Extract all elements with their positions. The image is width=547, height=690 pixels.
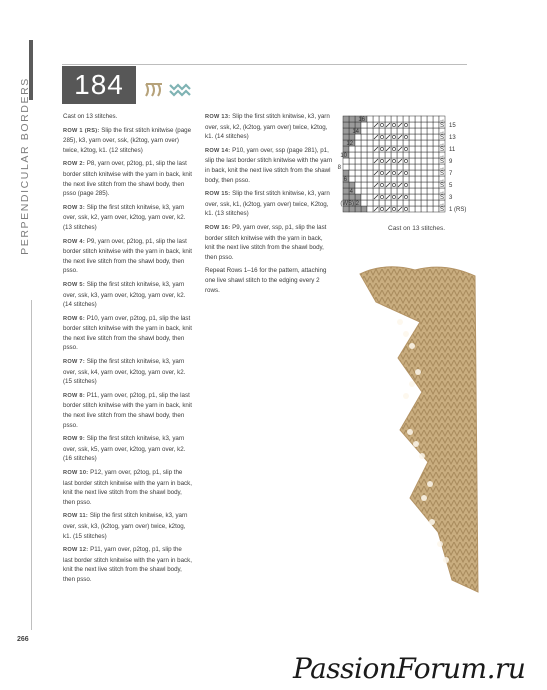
chart-cell: [373, 116, 379, 122]
chart-cell: [427, 128, 433, 134]
row-text: P8, yarn over, p2tog, p1, slip the last border stitch knitwise with the yarn in back, knit the next live stitch from the shawl body, then psso (page 285).: [63, 160, 192, 198]
chart-cell: [379, 206, 385, 212]
row-number-left: 14: [352, 129, 359, 135]
chart-cell: [415, 188, 421, 194]
chart-cell: [385, 200, 391, 206]
chart-cell: [403, 152, 409, 158]
chart-cell: [385, 116, 391, 122]
chart-cell: [385, 188, 391, 194]
edge-symbol: →: [439, 141, 445, 147]
chart-cell: [409, 128, 415, 134]
instruction-paragraph: [63, 203, 193, 233]
row-number-left: (WS) 2: [340, 201, 359, 207]
chart-cell: [367, 122, 373, 128]
chart-cell: [361, 152, 367, 158]
chart-cell: [415, 152, 421, 158]
chart-cell: [367, 164, 373, 170]
row-label: ROW 1 (RS):: [63, 127, 100, 134]
chart-cell: [361, 176, 367, 182]
no-stitch-cell: [343, 170, 349, 176]
chart-cell: [415, 116, 421, 122]
knitted-sample-photo: [340, 262, 480, 602]
chart-cell: [355, 158, 361, 164]
chart-cell: [367, 128, 373, 134]
chart-cell: [391, 164, 397, 170]
chart-cell: [361, 140, 367, 146]
row-number-right: 7: [449, 171, 453, 177]
sidebar: [15, 40, 35, 635]
chart-cell: [391, 146, 397, 152]
row-number-left: 16: [358, 117, 365, 123]
chart-cell: [361, 188, 367, 194]
row-number-left: 12: [346, 141, 353, 147]
chart-caption: Cast on 13 stitches.: [388, 225, 446, 232]
chart-cell: [427, 140, 433, 146]
chart-cell: [415, 140, 421, 146]
chart-cell: [367, 158, 373, 164]
chart-cell: [367, 116, 373, 122]
row-label: ROW 5:: [63, 281, 85, 288]
chart-cell: [367, 134, 373, 140]
edge-symbol: →: [439, 177, 445, 183]
chart-cell: [385, 164, 391, 170]
no-stitch-cell: [343, 194, 349, 200]
no-stitch-cell: [361, 206, 367, 212]
chart-cell: [391, 200, 397, 206]
chart-cell: [391, 152, 397, 158]
chart-cell: [367, 206, 373, 212]
chart-cell: [355, 152, 361, 158]
chart-cell: [403, 164, 409, 170]
chart-cell: [355, 176, 361, 182]
chart-cell: [397, 176, 403, 182]
row-text: Slip the first stitch knitwise, k3, yarn over, ssk, k5, yarn over, k2tog, yarn over, k2. (16 stitches): [63, 435, 186, 463]
chart-cell: [415, 134, 421, 140]
chart-cell: [373, 176, 379, 182]
chart-cell: [409, 206, 415, 212]
chart-cell: [427, 170, 433, 176]
chart-cell: [403, 122, 409, 128]
no-stitch-cell: [349, 182, 355, 188]
row-text: P10, yarn over, ssp (page 281), p1, slip the last border stitch knitwise with the yarn in back, knit the next live stitch from the shawl body, then psso.: [205, 146, 333, 184]
edge-symbol: →: [439, 201, 445, 207]
chart-cell: [427, 164, 433, 170]
watermark: PassionForum.ru: [293, 652, 526, 685]
chart-cell: [421, 188, 427, 194]
row-label: ROW 2:: [63, 161, 85, 168]
chart-cell: [403, 134, 409, 140]
chart-cell: [367, 182, 373, 188]
instruction-paragraph: [205, 146, 333, 185]
instruction-paragraph: [63, 237, 193, 276]
chart-cell: [355, 188, 361, 194]
no-stitch-cell: [349, 122, 355, 128]
chart-cell: [421, 152, 427, 158]
instruction-paragraph: [63, 391, 193, 430]
row-label: ROW 13:: [205, 114, 231, 120]
no-stitch-cell: [343, 128, 349, 134]
chart-cell: [373, 200, 379, 206]
chart-cell: [379, 164, 385, 170]
row-label: ROW 14:: [205, 147, 231, 154]
chart-cell: [409, 116, 415, 122]
row-number-left: 6: [343, 177, 347, 183]
instruction-paragraph: [63, 280, 193, 310]
chart-cell: [379, 128, 385, 134]
edge-symbol: S: [439, 135, 445, 141]
chart-cell: [409, 176, 415, 182]
chart-cell: [349, 152, 355, 158]
row-text: Slip the first stitch knitwise, k3, yarn over, ssk, k1, (k2tog, yarn over) twice, K2tog, k1. (13 stitches): [205, 190, 330, 218]
chart-cell: [409, 182, 415, 188]
chart-cell: [427, 116, 433, 122]
chart-cell: [421, 182, 427, 188]
edge-symbol: S: [439, 171, 445, 177]
chart-cell: [355, 146, 361, 152]
chart-cell: [409, 164, 415, 170]
chart-cell: [415, 128, 421, 134]
chart-cell: [349, 158, 355, 164]
chart-cell: [409, 158, 415, 164]
chart-cell: [415, 182, 421, 188]
pattern-number: 184: [62, 66, 136, 104]
edge-symbol: →: [439, 117, 445, 123]
chart-cell: [379, 170, 385, 176]
instructions-right-column: [205, 112, 333, 299]
header-rule: [62, 64, 467, 65]
instruction-paragraph: [205, 112, 333, 142]
chart-cell: [427, 122, 433, 128]
chart-cell: [391, 194, 397, 200]
row-label: ROW 12:: [63, 547, 89, 554]
chart-cell: [421, 122, 427, 128]
edge-symbol: S: [439, 195, 445, 201]
edge-symbol: →: [439, 165, 445, 171]
chart-cell: [385, 176, 391, 182]
chart-cell: [391, 206, 397, 212]
chart-cell: [403, 146, 409, 152]
zigzag-ribbon-icon: [170, 85, 190, 95]
chart-cell: [361, 146, 367, 152]
chart-cell: [397, 164, 403, 170]
row-number-left: 8: [337, 165, 341, 171]
row-number-left: 10: [340, 153, 347, 159]
instruction-paragraph: [205, 189, 333, 219]
chart-cell: [391, 128, 397, 134]
instruction-paragraph: [205, 266, 333, 295]
chart-cell: [403, 194, 409, 200]
chart-cell: [427, 152, 433, 158]
chart-cell: [379, 122, 385, 128]
chart-cell: [415, 122, 421, 128]
chart-cell: [367, 200, 373, 206]
chart-cell: [403, 128, 409, 134]
instructions-left-column: [63, 112, 193, 589]
chart-cell: [379, 182, 385, 188]
chart-cell: [397, 128, 403, 134]
chart-cell: [397, 152, 403, 158]
instruction-paragraph: [63, 545, 193, 584]
sidebar-rule: [31, 300, 32, 630]
chart-cell: [379, 134, 385, 140]
chart-cell: [379, 194, 385, 200]
chart-cell: [421, 200, 427, 206]
row-text: Cast on 13 stitches.: [63, 113, 118, 120]
chart-cell: [367, 152, 373, 158]
chart-cell: [379, 188, 385, 194]
chart-cell: [409, 134, 415, 140]
chart-cell: [427, 200, 433, 206]
chart-cell: [403, 206, 409, 212]
chart-cell: [409, 122, 415, 128]
chart-cell: [367, 194, 373, 200]
chart-cell: [427, 182, 433, 188]
chart-cell: [391, 158, 397, 164]
chart-cell: [379, 176, 385, 182]
chart-cell: [409, 170, 415, 176]
row-label: ROW 7:: [63, 359, 85, 366]
chart-cell: [391, 116, 397, 122]
chart-cell: [427, 176, 433, 182]
edge-symbol: S: [439, 207, 445, 213]
row-label: ROW 8:: [63, 392, 85, 399]
no-stitch-cell: [343, 134, 349, 140]
row-text: Repeat Rows 1–16 for the pattern, attaching one live shawl stitch to the edging every 2 rows.: [205, 267, 327, 294]
chart-cell: [421, 206, 427, 212]
section-title: PERPENDICULAR BORDERS: [19, 77, 31, 255]
type-icons: [144, 80, 194, 105]
no-stitch-cell: [343, 188, 349, 194]
row-number-right: 9: [449, 159, 453, 165]
row-text: P9, yarn over, ssp, p1, slip the last border stitch knitwise with the yarn in back, knit the next live stitch from the shawl body, then psso.: [205, 223, 327, 261]
instruction-paragraph: [63, 511, 193, 541]
chart-cell: [385, 152, 391, 158]
page-number: 266: [17, 636, 29, 643]
chart-cell: [367, 140, 373, 146]
chart-cell: [409, 146, 415, 152]
chart-cell: [409, 152, 415, 158]
chart-cell: [409, 194, 415, 200]
row-label: ROW 16:: [205, 224, 231, 231]
chart-cell: [373, 164, 379, 170]
chart-cell: [385, 140, 391, 146]
instruction-paragraph: [205, 223, 333, 262]
chart-cell: [403, 140, 409, 146]
edge-symbol: S: [439, 183, 445, 189]
chart-cell: [373, 152, 379, 158]
no-stitch-cell: [355, 194, 361, 200]
chart-cell: [421, 170, 427, 176]
instruction-paragraph: [63, 314, 193, 353]
chart-cell: [421, 194, 427, 200]
row-label: ROW 9:: [63, 436, 85, 443]
chart-cell: [367, 146, 373, 152]
row-label: ROW 6:: [63, 315, 85, 322]
chart-cell: [409, 188, 415, 194]
chart-cell: [355, 170, 361, 176]
chart-cell: [355, 182, 361, 188]
instruction-paragraph: [63, 357, 193, 387]
row-text: P9, yarn over, p2tog, p1, slip the last border stitch knitwise with the yarn in back, knit the next live stitch from the shawl body, then psso.: [63, 237, 192, 275]
chart-cell: [427, 188, 433, 194]
chart-cell: [427, 134, 433, 140]
chart-cell: [355, 164, 361, 170]
chart-cell: [343, 164, 349, 170]
row-label: ROW 15:: [205, 191, 231, 198]
instruction-paragraph: [63, 434, 193, 464]
chart-cell: [361, 128, 367, 134]
chart-cell: [403, 200, 409, 206]
chart-cell: [379, 152, 385, 158]
edge-symbol: S: [439, 123, 445, 129]
chart-cell: [421, 134, 427, 140]
chart-cell: [403, 188, 409, 194]
no-stitch-cell: [343, 122, 349, 128]
chart-cell: [427, 158, 433, 164]
chart-cell: [397, 200, 403, 206]
chart-cell: [403, 158, 409, 164]
chart-cell: [361, 134, 367, 140]
chart-cell: [361, 200, 367, 206]
chart-cell: [403, 176, 409, 182]
row-text: P11, yarn over, p2tog, p1, slip the last border stitch knitwise with the yarn in back, knit the next live stitch from the shawl body, then psso.: [63, 391, 192, 429]
chart-cell: [403, 182, 409, 188]
chart-cell: [415, 170, 421, 176]
chart-cell: [367, 176, 373, 182]
row-text: Slip the first stitch knitwise, k3, yarn over, ssk, k2, yarn over, k2tog, yarn over, k2. (13 stitches): [63, 203, 186, 231]
chart-cell: [421, 116, 427, 122]
chart-cell: [421, 146, 427, 152]
row-number-right: 15: [449, 123, 456, 129]
chart-cell: [421, 164, 427, 170]
chart-cell: [427, 206, 433, 212]
instruction-paragraph: [63, 126, 193, 156]
instruction-paragraph: [63, 112, 193, 122]
instruction-paragraph: [63, 468, 193, 507]
row-label: ROW 10:: [63, 470, 89, 476]
row-text: P11, yarn over, p2tog, p1, slip the last border stitch knitwise with the yarn in back, knit the next live stitch from the shawl body, then psso.: [63, 546, 192, 583]
chart-cell: [349, 164, 355, 170]
chart-cell: [391, 140, 397, 146]
chart-cell: [409, 200, 415, 206]
chart-cell: [361, 182, 367, 188]
chart-cell: [373, 188, 379, 194]
chart-cell: [421, 140, 427, 146]
no-stitch-cell: [349, 116, 355, 122]
edge-symbol: S: [439, 147, 445, 153]
chart-cell: [361, 164, 367, 170]
row-text: Slip the first stitch knitwise, k3, yarn over, ssk, k3, yarn over, k2tog, yarn over, k2. (14 stitches): [63, 280, 186, 309]
chart-cell: [415, 200, 421, 206]
row-number-right: 11: [449, 147, 456, 153]
chart-cell: [403, 116, 409, 122]
row-number-right: 1 (RS): [449, 207, 467, 213]
row-text: Slip the first stitch knitwise, k3, yarn over, ssk, k2, (k2tog, yarn over) twice, k2tog, k1. (14 stitches): [205, 113, 330, 141]
chart-cell: [379, 146, 385, 152]
chart-cell: [397, 140, 403, 146]
chart-cell: [391, 134, 397, 140]
chart-cell: [415, 206, 421, 212]
chart-cell: [415, 176, 421, 182]
chart-cell: [415, 164, 421, 170]
chart-cell: [379, 140, 385, 146]
chart-cell: [361, 170, 367, 176]
row-text: P12, yarn over, p2tog, p1, slip the last border stitch knitwise with the yarn in back, knit the next live stitch from the shawl body, then psso.: [63, 469, 192, 506]
chart-cell: [373, 140, 379, 146]
chart-cell: [427, 146, 433, 152]
chart-cell: [391, 182, 397, 188]
chart-cell: [367, 170, 373, 176]
chart-cell: [385, 128, 391, 134]
edge-symbol: →: [439, 153, 445, 159]
chart-cell: [421, 128, 427, 134]
no-stitch-cell: [343, 116, 349, 122]
row-number-right: 3: [449, 195, 453, 201]
row-text: Slip the first stitch knitwise, k3, yarn over, ssk, k3, (k2tog, yarn over) twice, k2tog, k1. (15 stitches): [63, 512, 188, 540]
edge-symbol: →: [439, 189, 445, 195]
chart-cell: [391, 188, 397, 194]
chart-cell: [379, 158, 385, 164]
lace-ribbon-icon: [146, 84, 162, 96]
row-number-right: 13: [449, 135, 456, 141]
chart-cell: [415, 146, 421, 152]
row-text: Slip the first stitch knitwise, k3, yarn over, ssk, k4, yarn over, k2tog, yarn over, k2. (15 stitches): [63, 358, 186, 386]
chart-cell: [427, 194, 433, 200]
chart-cell: [409, 140, 415, 146]
chart-cell: [373, 128, 379, 134]
chart-cell: [379, 116, 385, 122]
chart-cell: [391, 176, 397, 182]
row-text: P10, yarn over, p2tog, p1, slip the last border stitch knitwise with the yarn in back, knit the next live stitch from the shawl body, then psso.: [63, 314, 192, 352]
row-label: ROW 3:: [63, 204, 85, 211]
chart-cell: [397, 188, 403, 194]
chart-cell: [415, 194, 421, 200]
chart-cell: [355, 140, 361, 146]
chart-cell: [349, 176, 355, 182]
row-label: ROW 4:: [63, 238, 85, 245]
chart-cell: [379, 200, 385, 206]
row-number-right: 5: [449, 183, 453, 189]
chart-cell: [391, 122, 397, 128]
chart-cell: [415, 158, 421, 164]
chart-cell: [397, 116, 403, 122]
chart-cell: [421, 176, 427, 182]
row-text: Slip the first stitch knitwise (page 285), k3, yarn over, ssk, (k2tog, yarn over) twice, k2tog, k1. (12 stitches): [63, 126, 192, 154]
chart-cell: [403, 170, 409, 176]
edge-symbol: →: [439, 129, 445, 135]
chart-cell: [349, 170, 355, 176]
chart-cell: [391, 170, 397, 176]
instruction-paragraph: [63, 159, 193, 198]
row-number-left: 4: [349, 189, 353, 195]
chart-cell: [361, 158, 367, 164]
row-label: ROW 11:: [63, 513, 89, 520]
edge-symbol: S: [439, 159, 445, 165]
chart-cell: [421, 158, 427, 164]
chart-cell: [361, 194, 367, 200]
chart-cell: [367, 188, 373, 194]
